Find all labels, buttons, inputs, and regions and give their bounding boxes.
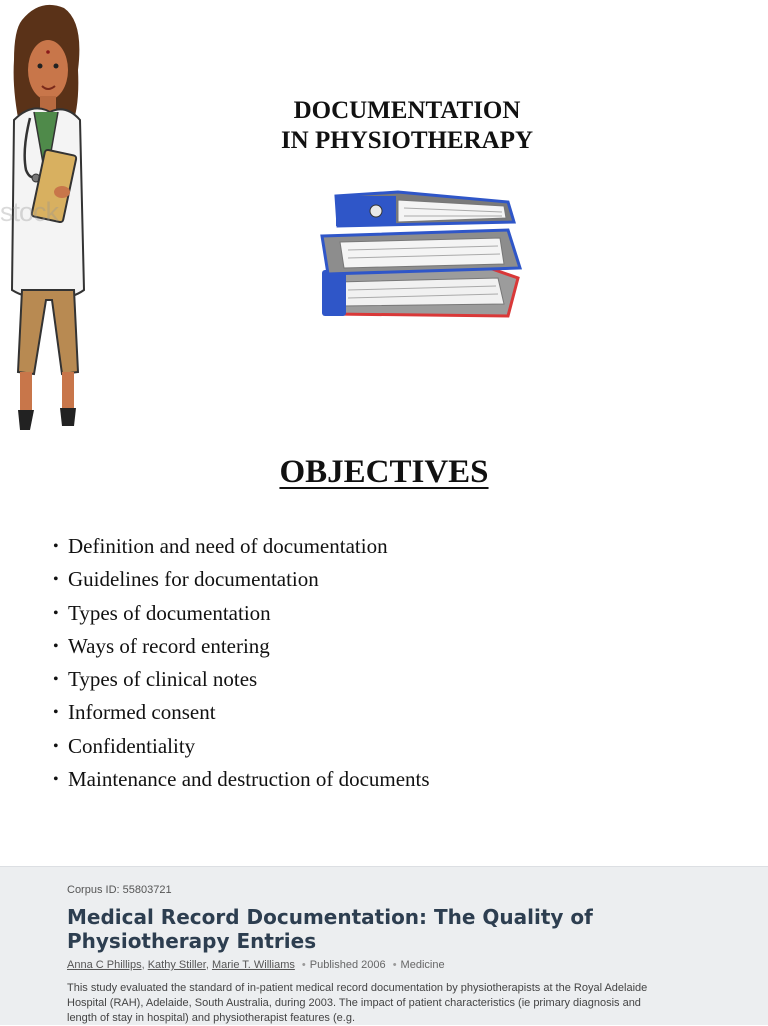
list-item: • Types of clinical notes: [53, 667, 258, 692]
list-item: • Types of documentation: [53, 600, 271, 625]
list-item: • Confidentiality: [53, 733, 196, 758]
watermark: stock: [0, 197, 59, 227]
list-item: • Ways of record entering: [53, 633, 270, 658]
paper-card: [0, 866, 768, 1025]
paper-abstract: This study evaluated the standard of in-patient medical record documentation by physiotherapists at the Royal Adelaide Hospital (RAH), Adelaide, South Australia, during 2003. The impact of patient characteristics (ie primary diagnosis and length of stay in hospital) and physiotherapist features (e.g.: [67, 982, 648, 1024]
field-of-study: Medicine: [400, 959, 445, 971]
paper-meta: Anna C Phillips, Kathy Stiller, Marie T. Williams • Published 2006 • Medicine: [67, 959, 445, 971]
objectives-list: [53, 530, 430, 796]
author-link[interactable]: Anna C Phillips: [67, 959, 142, 971]
list-item: • Definition and need of documentation: [53, 534, 388, 558]
published-date: Published 2006: [309, 959, 386, 971]
objectives-heading: OBJECTIVES: [279, 454, 489, 490]
title-line-2: IN PHYSIOTHERAPY: [280, 127, 534, 154]
list-item: • Informed consent: [53, 700, 216, 725]
slide-title: [0, 0, 768, 440]
paper-title[interactable]: Medical Record Documentation: The Quality of Physiotherapy Entries: [67, 905, 593, 953]
slide-objectives: [0, 440, 768, 866]
list-item: • Maintenance and destruction of documents: [53, 767, 430, 792]
title-line-1: DOCUMENTATION: [293, 97, 521, 124]
page-title: [218, 96, 596, 156]
binders-illustration: [318, 186, 524, 320]
author-link[interactable]: Marie T. Williams: [211, 959, 295, 971]
author-link[interactable]: Kathy Stiller: [147, 959, 206, 971]
list-item: • Guidelines for documentation: [53, 567, 319, 592]
corpus-id: Corpus ID: 55803721: [67, 884, 172, 896]
